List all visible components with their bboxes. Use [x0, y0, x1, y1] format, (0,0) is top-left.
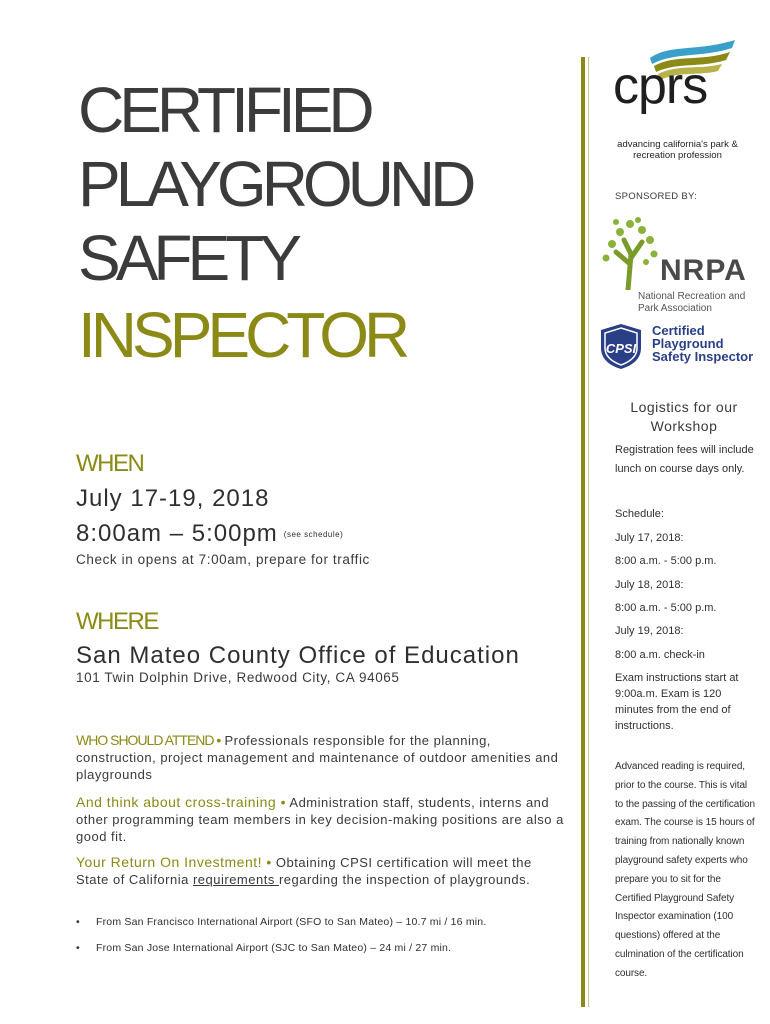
exam-note: Exam instructions start at 9:00a.m. Exam is 120 minutes from the end of instructions. — [615, 672, 739, 732]
see-schedule-note: (see schedule) — [283, 530, 344, 540]
who-text: Professionals responsible for the planning, construction, project management and maintenance of outdoor amenities and playgrounds — [76, 733, 559, 782]
registration-note: Registration fees will include lunch on course days only. — [615, 444, 754, 475]
event-hours — [76, 520, 343, 548]
advanced-reading-note: Advanced reading is required, prior to the course. This is vital to the passing of the certification exam. The course is 15 hours of training from nationally known playground safety experts who prepare you to sit for the Certified Playground Safety Inspector examination (100 questions) offered at the culmination of the certification course. — [615, 761, 755, 979]
title-line-1: CERTIFIED — [78, 74, 370, 146]
cprs-tagline: advancing california's park & recreation profession — [617, 139, 738, 161]
roi-text-after: regarding the inspection of playgrounds. — [278, 872, 531, 887]
schedule-date-1: July 17, 2018: — [615, 532, 684, 544]
cpsi-logo-text: Certified Playground Safety Inspector — [652, 323, 754, 364]
cpsi-shield-icon — [597, 322, 645, 370]
roi-text-before: Obtaining CPSI certification will meet the State of California — [76, 855, 532, 887]
nrpa-tree-icon — [598, 214, 662, 290]
list-item — [76, 942, 576, 954]
venue-address: 101 Twin Dolphin Drive, Redwood City, CA 94065 — [76, 670, 400, 685]
logistics-heading: Logistics for our Workshop — [630, 399, 738, 434]
schedule-time-3: 8:00 a.m. check-in — [615, 649, 705, 661]
cross-training — [76, 794, 568, 845]
who-lead: WHO SHOULD ATTEND • — [76, 732, 221, 748]
where-heading: WHERE — [76, 608, 158, 635]
schedule-time-2: 8:00 a.m. - 5:00 p.m. — [615, 602, 717, 614]
roi-lead: Your Return On Investment! • — [76, 854, 272, 870]
requirements-link[interactable]: requirements — [192, 872, 279, 887]
nrpa-logo: NRPA — [660, 254, 747, 287]
event-dates: July 17-19, 2018 — [76, 485, 270, 512]
travel-sfo: From San Francisco International Airport (SFO to San Mateo) – 10.7 mi / 16 min. — [96, 916, 487, 928]
cross-lead: And think about cross-training • — [76, 794, 287, 810]
list-item — [76, 916, 576, 928]
sponsored-by: SPONSORED BY: — [615, 191, 698, 202]
bullet-icon: • — [76, 916, 80, 928]
cprs-logo: cprs — [613, 57, 708, 115]
schedule-date-3: July 19, 2018: — [615, 625, 684, 637]
column-divider-thin — [588, 57, 589, 1007]
event-hours-text: 8:00am – 5:00pm — [76, 520, 278, 547]
nrpa-subtitle: National Recreation and Park Association — [638, 291, 746, 314]
cross-text: Administration staff, students, interns and other programming team members in key decision-making positions are also a good fit. — [76, 795, 564, 844]
schedule-label: Schedule: — [615, 508, 664, 520]
travel-sjc: From San Jose International Airport (SJC to San Mateo) – 24 mi / 27 min. — [96, 942, 452, 954]
return-on-investment — [76, 854, 568, 888]
bullet-icon: • — [76, 942, 80, 954]
travel-list — [76, 916, 576, 968]
venue-name: San Mateo County Office of Education — [76, 642, 520, 669]
who-should-attend — [76, 732, 568, 783]
title-line-3: SAFETY — [78, 222, 297, 294]
cpsi-badge-text: CPSI — [605, 341, 637, 356]
title-line-2: PLAYGROUND — [78, 148, 472, 220]
schedule-date-2: July 18, 2018: — [615, 579, 684, 591]
when-heading: WHEN — [76, 450, 144, 477]
schedule-time-1: 8:00 a.m. - 5:00 p.m. — [615, 555, 717, 567]
title-line-4: INSPECTOR — [78, 299, 406, 371]
checkin-note: Check in opens at 7:00am, prepare for traffic — [76, 552, 370, 567]
column-divider — [581, 57, 585, 1007]
